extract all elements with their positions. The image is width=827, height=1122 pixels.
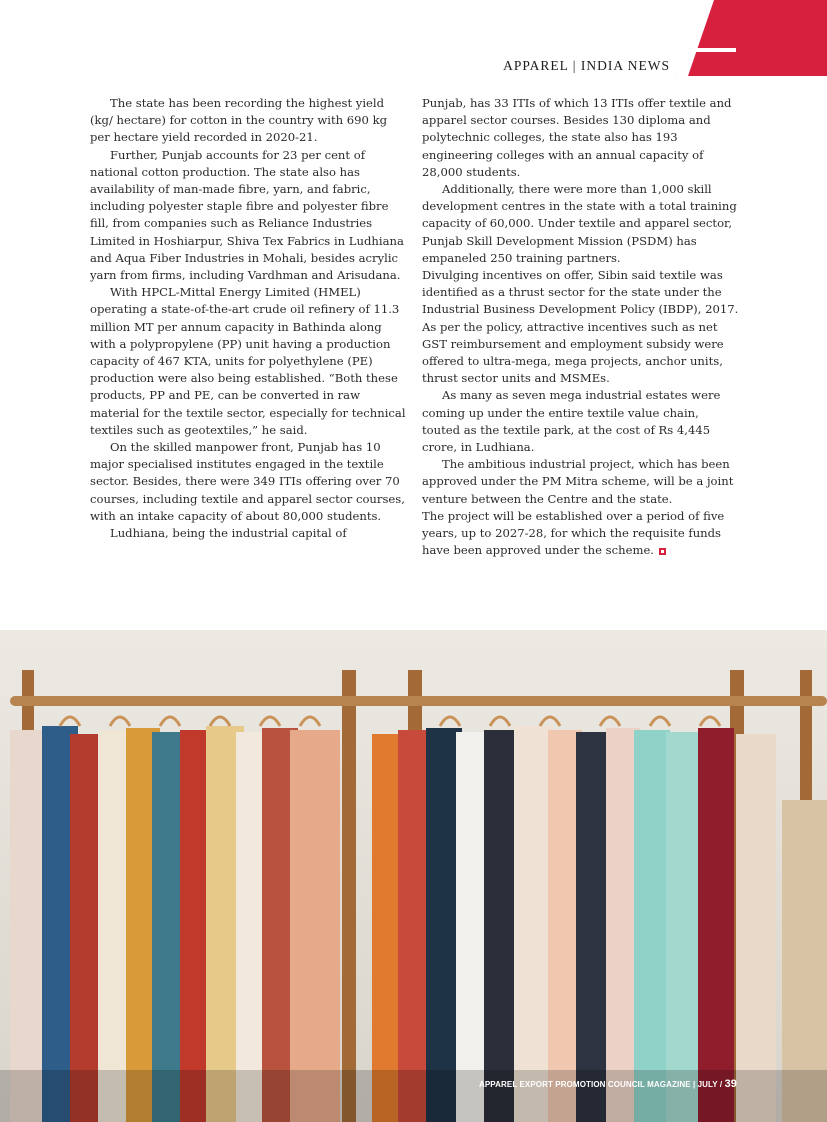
paragraph-text: The project will be established over a period of five years, up to 2027-28, for which the requisite funds have been approved under the scheme.: [422, 508, 725, 558]
end-of-article-icon: [659, 548, 666, 555]
paragraph: The state has been recording the highest yield (kg/ hectare) for cotton in the country with 690 kg per hectare yield recorded in 2020-21.: [90, 96, 388, 145]
paragraph: As many as seven mega industrial estates were coming up under the entire textile value chain, touted as the textile park, at the cost of Rs 4,445 crore, in Ludhiana.: [422, 388, 721, 455]
clothing-rack-image: [0, 630, 827, 1122]
clothing-rack-photo: [0, 630, 827, 1122]
magazine-name: APPAREL EXPORT PROMOTION COUNCIL MAGAZINE | JULY /: [478, 1080, 723, 1089]
paragraph: Divulging incentives on offer, Sibin said textile was identified as a thrust sector for the state under the Industrial Business Development Policy (IBDP), 2017. As per the policy, attractive incentives such as net GST reimbursement and employment subsidy were offered to ultra-mega, mega projects, anchor units, thrust sector units and MSMEs.: [422, 268, 739, 386]
paragraph: The ambitious industrial project, which has been approved under the PM Mitra scheme, will be a joint venture between the Centre and the state.: [422, 457, 734, 506]
paragraph-last: [422, 508, 740, 560]
paragraph: Ludhiana, being the industrial capital of: [110, 526, 347, 541]
brand-logo-icon: [676, 0, 827, 76]
section-header: APPAREL | INDIA NEWS: [503, 58, 670, 73]
page-footer: [479, 1078, 737, 1090]
paragraph: With HPCL-Mittal Energy Limited (HMEL) operating a state-of-the-art crude oil refinery of 11.3 million MT per annum capacity in Bathinda along with a polypropylene (PP) unit having a production capacity of 467 KTA, units for polyethylene (PE) production were also being established. “Both these products, PP and PE, can be converted in raw material for the textile sector, especially for technical textiles such as geotextiles,” he said.: [90, 285, 406, 437]
page-number: 39: [724, 1078, 737, 1090]
paragraph: On the skilled manpower front, Punjab has 10 major specialised institutes engaged in the textile sector. Besides, there were 349 ITIs offering over 70 courses, including textile and apparel sector courses, with an intake capacity of about 80,000 students.: [90, 440, 405, 523]
article-column-left: [90, 95, 408, 542]
article-column-right: [422, 95, 740, 559]
paragraph: Further, Punjab accounts for 23 per cent of national cotton production. The state also has availability of man-made fibre, yarn, and fabric, including polyester staple fibre and polyester fibre fill, from companies such as Reliance Industries Limited in Hoshiarpur, Shiva Tex Fabrics in Ludhiana and Aqua Fiber Industries in Mohali, besides acrylic yarn from firms, including Vardhman and Arisudana.: [90, 147, 404, 283]
paragraph: Punjab, has 33 ITIs of which 13 ITIs offer textile and apparel sector courses. Besides 130 diploma and polytechnic colleges, the state also has 193 engineering colleges with an annual capacity of 28,000 students.: [422, 96, 732, 179]
paragraph: Additionally, there were more than 1,000 skill development centres in the state with a total training capacity of 60,000. Under textile and apparel sector, Punjab Skill Development Mission (PSDM) has empaneled 250 training partners.: [422, 182, 737, 265]
